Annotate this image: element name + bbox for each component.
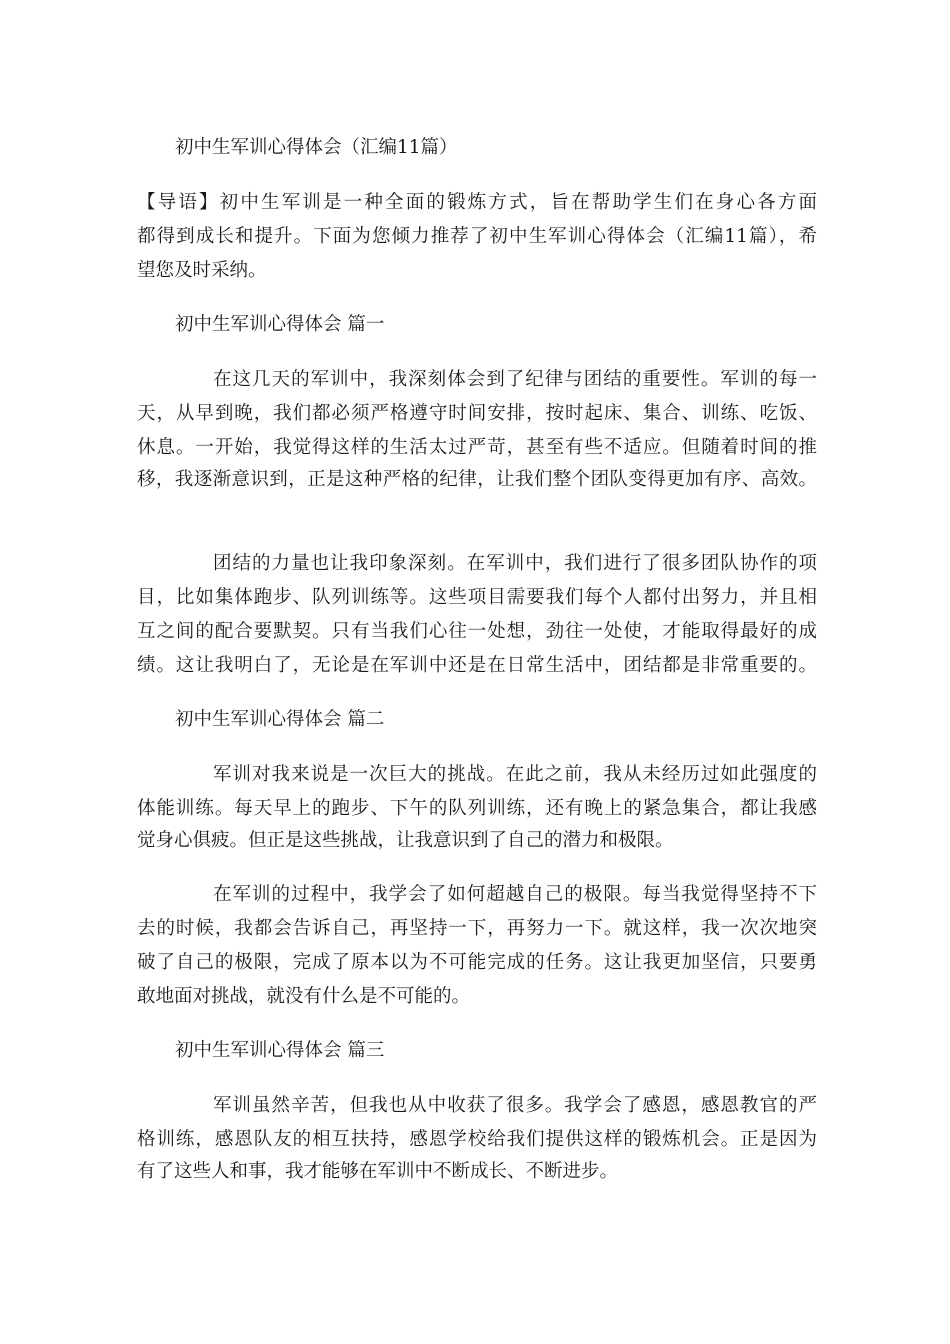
paragraph-line: 在这几天的军训中，我深刻体会到了纪律与团结的重要性。军训的每一 <box>213 369 817 390</box>
paragraph-line: 在军训的过程中，我学会了如何超越自己的极限。每当我觉得坚持不下 <box>213 884 817 905</box>
intro-line: 望您及时采纳。 <box>137 260 267 281</box>
paragraph-line: 去的时候，我都会告诉自己，再坚持一下，再努力一下。就这样，我一次次地突 <box>137 918 817 939</box>
paragraph-line: 绩。这让我明白了，无论是在军训中还是在日常生活中，团结都是非常重要的。 <box>137 655 817 676</box>
intro-line: 都得到成长和提升。下面为您倾力推荐了初中生军训心得体会（汇编11篇），希 <box>137 226 817 247</box>
paragraph-line: 团结的力量也让我印象深刻。在军训中，我们进行了很多团队协作的项 <box>213 553 817 574</box>
paragraph-line: 格训练，感恩队友的相互扶持，感恩学校给我们提供这样的锻炼机会。正是因为 <box>137 1129 817 1150</box>
paragraph-line: 目，比如集体跑步、队列训练等。这些项目需要我们每个人都付出努力，并且相 <box>137 587 817 608</box>
document-title: 初中生军训心得体会（汇编11篇） <box>175 137 458 158</box>
paragraph-line: 觉身心俱疲。但正是这些挑战，让我意识到了自己的潜力和极限。 <box>137 830 674 851</box>
section-heading: 初中生军训心得体会 篇一 <box>175 314 385 335</box>
paragraph-line: 有了这些人和事，我才能够在军训中不断成长、不断进步。 <box>137 1161 619 1182</box>
intro-line: 【导语】初中生军训是一种全面的锻炼方式，旨在帮助学生们在身心各方面 <box>137 192 817 213</box>
paragraph-line: 军训对我来说是一次巨大的挑战。在此之前，我从未经历过如此强度的 <box>213 764 817 785</box>
paragraph-line: 移，我逐渐意识到，正是这种严格的纪律，让我们整个团队变得更加有序、高效。 <box>137 469 817 490</box>
section-heading: 初中生军训心得体会 篇三 <box>175 1040 385 1061</box>
paragraph-line: 敢地面对挑战，就没有什么是不可能的。 <box>137 986 471 1007</box>
paragraph-line: 休息。一开始，我觉得这样的生活太过严苛，甚至有些不适应。但随着时间的推 <box>137 437 817 458</box>
paragraph-line: 体能训练。每天早上的跑步、下午的队列训练，还有晚上的紧急集合，都让我感 <box>137 798 817 819</box>
paragraph-line: 破了自己的极限，完成了原本以为不可能完成的任务。这让我更加坚信，只要勇 <box>137 952 817 973</box>
paragraph-line: 互之间的配合要默契。只有当我们心往一处想，劲往一处使，才能取得最好的成 <box>137 621 817 642</box>
paragraph-line: 军训虽然辛苦，但我也从中收获了很多。我学会了感恩，感恩教官的严 <box>213 1095 817 1116</box>
paragraph-line: 天，从早到晚，我们都必须严格遵守时间安排，按时起床、集合、训练、吃饭、 <box>137 403 817 424</box>
section-heading: 初中生军训心得体会 篇二 <box>175 709 385 730</box>
